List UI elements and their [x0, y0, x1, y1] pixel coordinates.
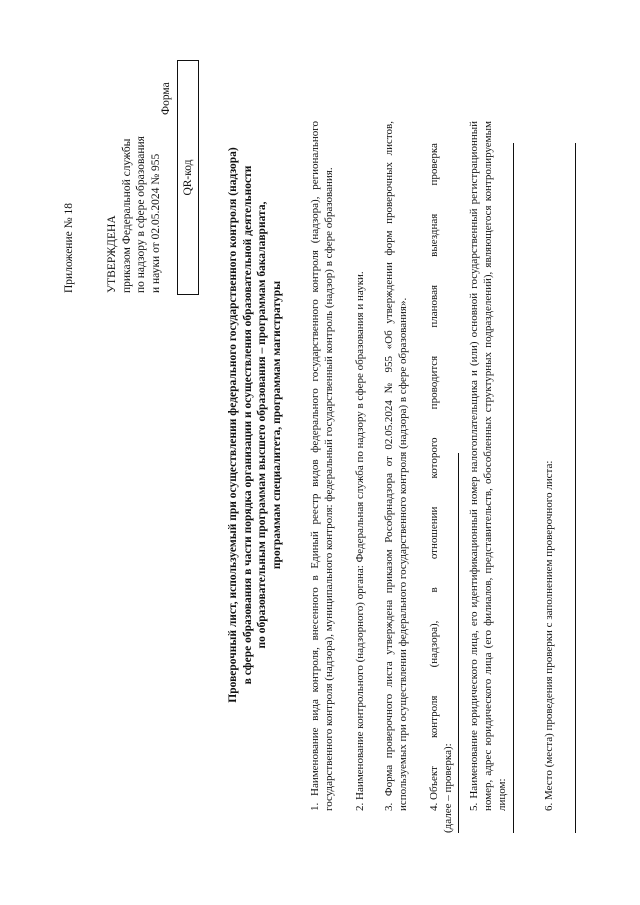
approval-line: приказом Федеральной службы [120, 138, 133, 293]
item-4-word: 4. Объект [428, 766, 440, 811]
title-line: по образовательным программам высшего образования – программам бакалавриата, [256, 201, 268, 649]
item-4-control-object [427, 143, 455, 833]
item-4-word: отношении [428, 506, 440, 560]
approval-line: по надзору в сфере образования [135, 136, 147, 293]
title-line: Проверочный лист, используемый при осуществлении федерального государственного контроля (надзора) [227, 147, 239, 703]
item-4-first-line [427, 143, 441, 833]
approval-block [105, 136, 163, 293]
qr-code-box [177, 60, 199, 295]
fill-line [575, 143, 576, 833]
title-line: в сфере образования в части порядка организации и осуществления образовательной деятельности [241, 165, 254, 685]
item-4-word: проверка [428, 143, 440, 186]
item-1-control-type: 1. Наименование вида контроля, внесенного в Единый реестр видов федерального государственного контроля (надзора), регионального государственного контроля (надзора), муниципального контроля: федеральный государственный контроль (надзор) в сфере образования. [309, 121, 335, 811]
item-6-inspection-place: 6. Место (места) проведения проверки с заполнением проверочного листа: [543, 460, 555, 811]
fill-line [458, 453, 459, 833]
item-4-word: в [428, 587, 440, 593]
item-4-word: которого [428, 437, 440, 479]
item-3-form-approval: 3. Форма проверочного листа утверждена приказом Рособрнадзора от 02.05.2024 № 955 «Об утверждении форм проверочных листов, используемых при осуществлении федерального государственного контроля (надзора) в сфере образования». [383, 121, 409, 811]
approval-line: и науки от 02.05.2024 № 955 [149, 153, 162, 293]
item-4-word: плановая [428, 284, 440, 328]
item-4-word: контроля [428, 695, 440, 739]
appendix-number: Приложение № 18 [63, 203, 75, 293]
approval-line: УТВЕРЖДЕНА [106, 215, 118, 293]
fill-line [513, 143, 514, 833]
title-line: программам специалитета, программам магистратуры [270, 280, 283, 570]
item-4-word: выездная [428, 213, 440, 257]
form-label: Форма [160, 82, 172, 115]
item-4-tail: (далее – проверка): [442, 743, 454, 833]
qr-code-label: QR-код [182, 159, 194, 196]
item-5-legal-entity: 5. Наименование юридического лица, его идентификационный номер налогоплательщика и (или) основной государственный регистрационный номер, адрес юридического лица (его филиалов, представительств, обособленных структурных подразделений), являющегося контролируемым лицом: [468, 121, 508, 811]
item-4-word: проводится [428, 355, 440, 410]
item-2-authority: 2. Наименование контрольного (надзорного) органа: Федеральная служба по надзору в сфере образования и науки. [354, 271, 366, 811]
document-title [226, 125, 284, 725]
item-4-word: (надзора), [428, 620, 440, 668]
